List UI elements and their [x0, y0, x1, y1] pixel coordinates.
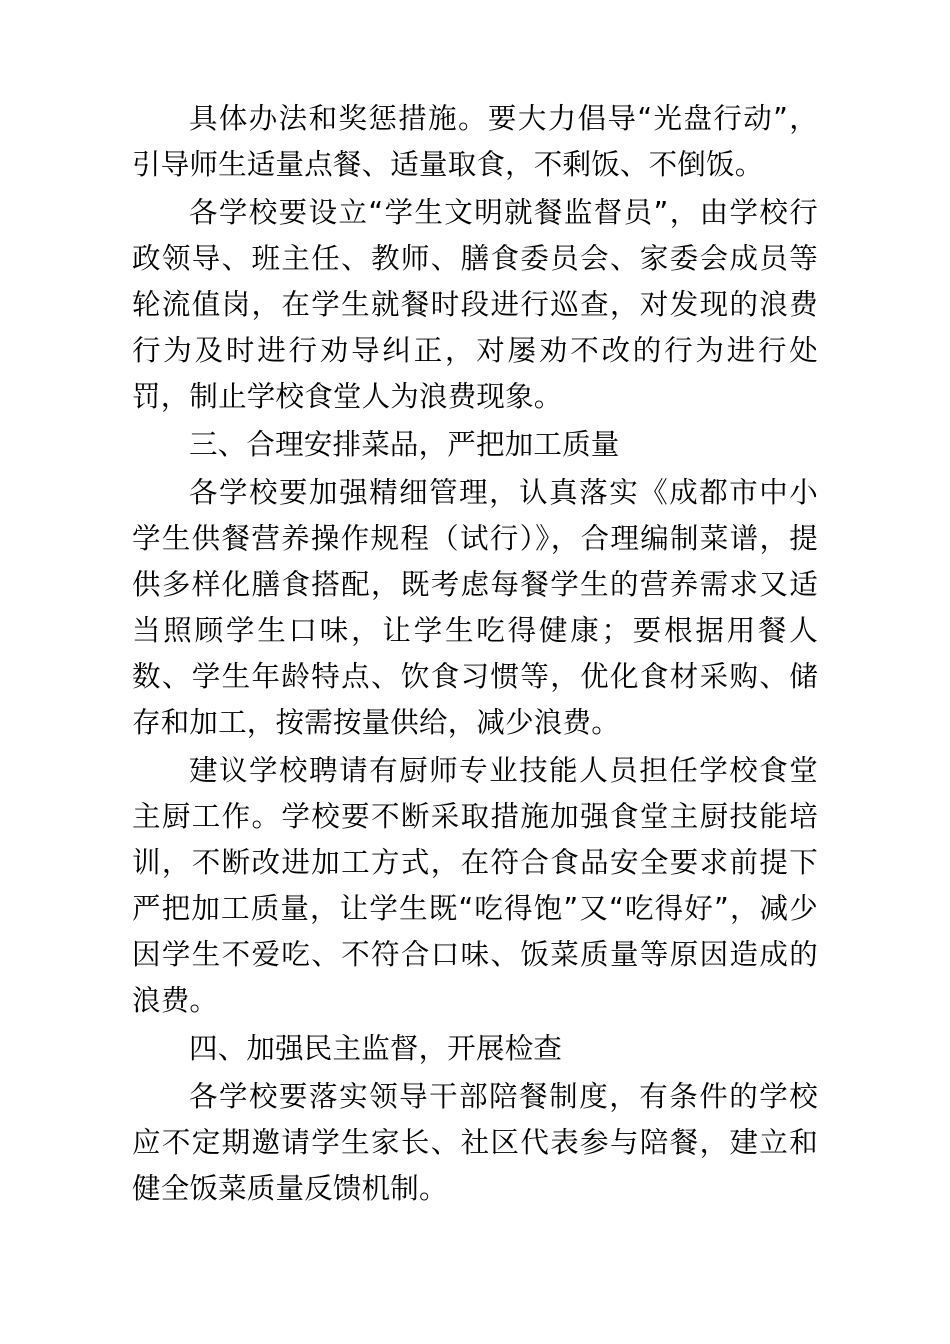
paragraph-1: 具体办法和奖惩措施。要大力倡导“光盘行动”，引导师生适量点餐、适量取食，不剩饭、不倒饭。	[132, 102, 818, 181]
paragraph-2: 各学校要设立“学生文明就餐监督员”，由学校行政领导、班主任、教师、膳食委员会、家委会成员等轮流值岗，在学生就餐时段进行巡查，对发现的浪费行为及时进行劝导纠正，对屡劝不改的行为进行处罚，制止学校食堂人为浪费现象。	[132, 196, 818, 413]
paragraph-5: 各学校要落实领导干部陪餐制度，有条件的学校应不定期邀请学生家长、社区代表参与陪餐，建立和健全饭菜质量反馈机制。	[132, 1080, 818, 1205]
document-body	[132, 96, 818, 1212]
section-heading-three: 三、合理安排菜品，严把加工质量	[189, 428, 620, 461]
paragraph-4: 建议学校聘请有厨师专业技能人员担任学校食堂主厨工作。学校要不断采取措施加强食堂主厨技能培训，不断改进加工方式，在符合食品安全要求前提下严把加工质量，让学生既“吃得饱”又“吃得好”，减少因学生不爱吃、不符合口味、饭菜质量等原因造成的浪费。	[132, 754, 818, 1017]
section-heading-four: 四、加强民主监督，开展检查	[189, 1032, 563, 1065]
paragraph-3: 各学校要加强精细管理，认真落实《成都市中小学生供餐营养操作规程（试行）》，合理编制菜谱，提供多样化膳食搭配，既考虑每餐学生的营养需求又适当照顾学生口味，让学生吃得健康；要根据用餐人数、学生年龄特点、饮食习惯等，优化食材采购、储存和加工，按需按量供给，减少浪费。	[132, 476, 818, 739]
